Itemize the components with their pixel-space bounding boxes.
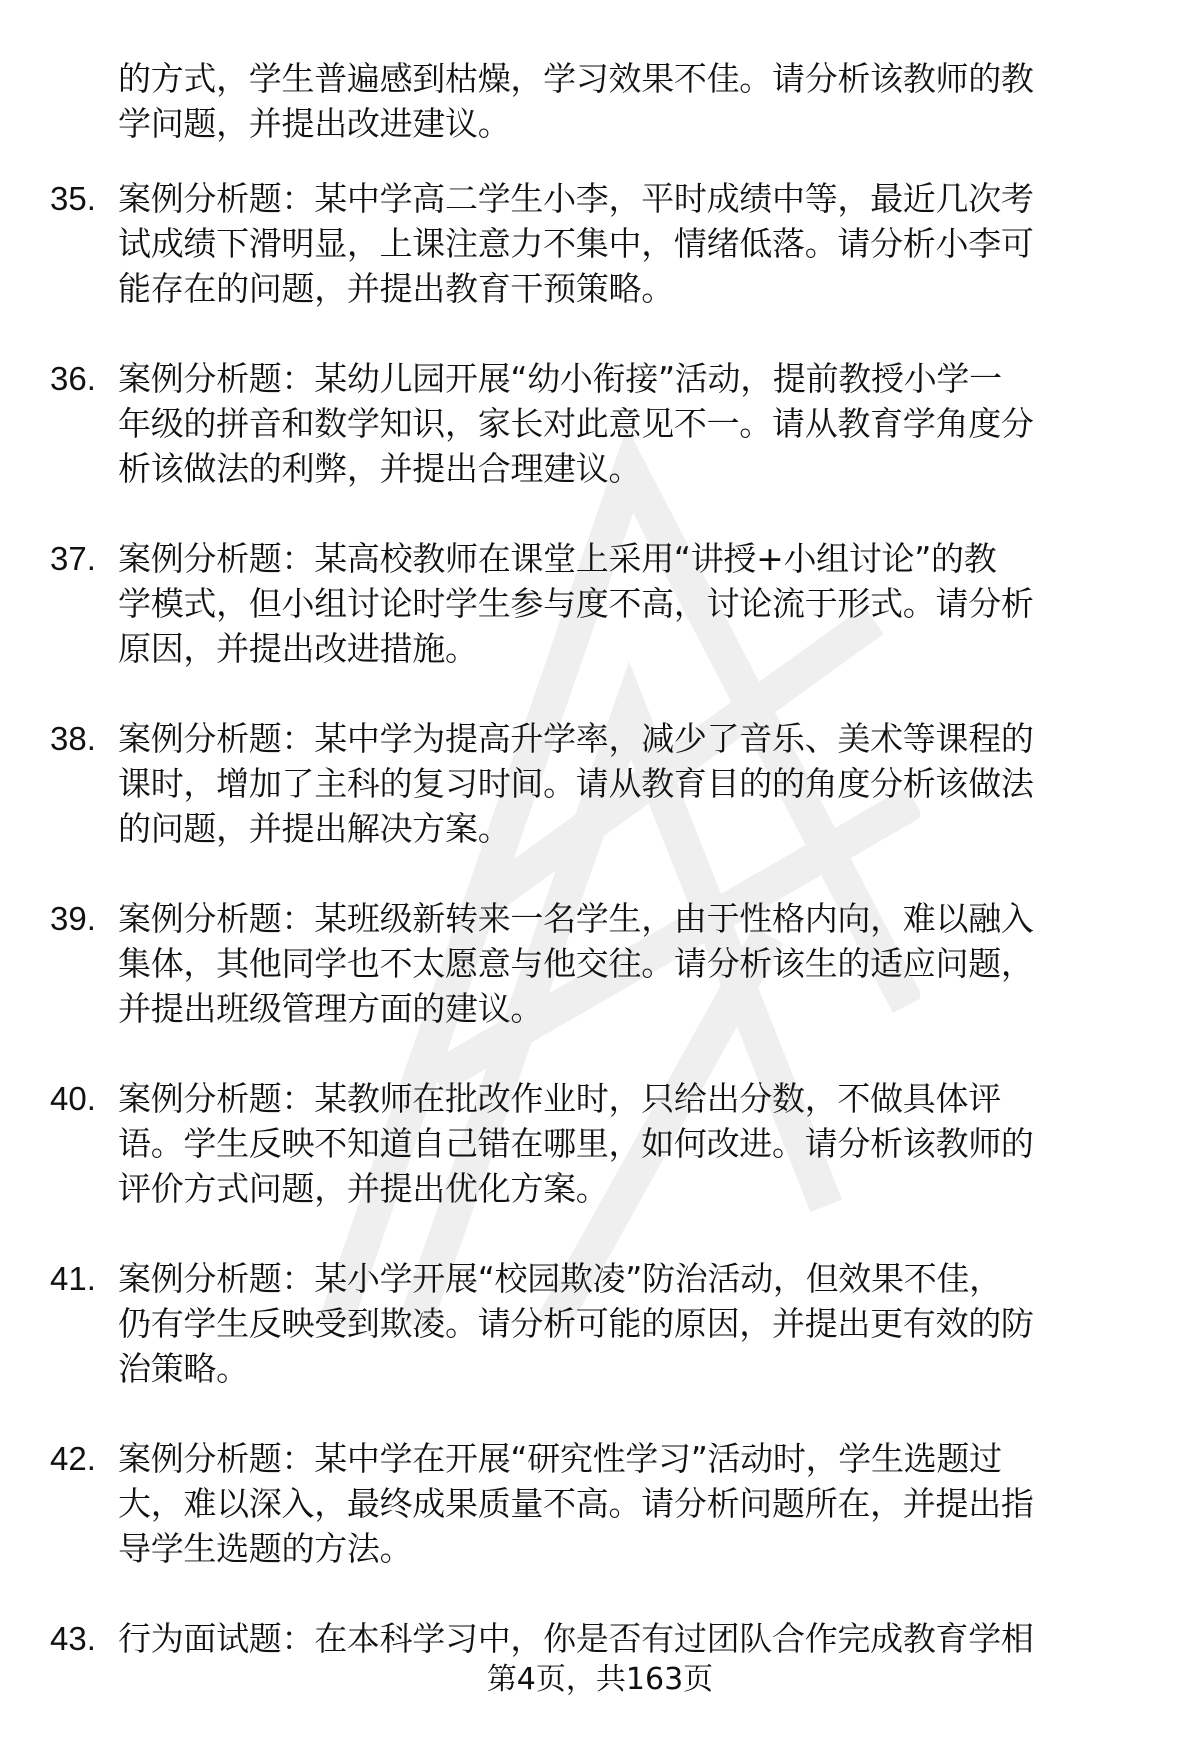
- text-line: 案例分析题：某中学在开展“研究性学习”活动时，学生选题过: [118, 1439, 1002, 1478]
- text-line: 仍有学生反映受到欺凌。请分析可能的原因，并提出更有效的防: [118, 1304, 1034, 1343]
- text-line: 集体，其他同学也不太愿意与他交往。请分析该生的适应问题，: [118, 944, 1034, 983]
- question-text: [118, 356, 1034, 491]
- question-number: 36.: [50, 360, 96, 397]
- question-text: [118, 896, 1034, 1031]
- text-line: 并提出班级管理方面的建议。: [118, 989, 544, 1028]
- page-footer: 第4页，共163页: [486, 1662, 714, 1697]
- text-line: 课时，增加了主科的复习时间。请从教育目的的角度分析该做法: [118, 764, 1034, 803]
- text-line: 试成绩下滑明显，上课注意力不集中，情绪低落。请分析小李可: [118, 224, 1034, 263]
- text-line: 能存在的问题，并提出教育干预策略。: [118, 269, 674, 308]
- question-text: [118, 1436, 1034, 1571]
- question-number: 35.: [50, 180, 96, 217]
- text-line: 案例分析题：某高校教师在课堂上采用“讲授+小组讨论”的教: [118, 539, 997, 578]
- text-line: 语。学生反映不知道自己错在哪里，如何改进。请分析该教师的: [118, 1124, 1034, 1163]
- text-line: 行为面试题：在本科学习中，你是否有过团队合作完成教育学相: [118, 1619, 1034, 1658]
- question-text: [118, 56, 1034, 146]
- question-text: [118, 1256, 1034, 1391]
- text-line: 原因，并提出改进措施。: [118, 629, 478, 668]
- question-number: 39.: [50, 900, 96, 937]
- text-line: 年级的拼音和数学知识，家长对此意见不一。请从教育学角度分: [118, 404, 1034, 443]
- text-line: 案例分析题：某幼儿园开展“幼小衔接”活动，提前教授小学一: [118, 359, 1002, 398]
- text-line: 评价方式问题，并提出优化方案。: [118, 1169, 609, 1208]
- question-number: 41.: [50, 1260, 96, 1297]
- question-number: 42.: [50, 1440, 96, 1477]
- text-line: 学问题，并提出改进建议。: [118, 104, 511, 143]
- text-line: 案例分析题：某小学开展“校园欺凌”防治活动，但效果不佳，: [118, 1259, 1002, 1298]
- text-line: 案例分析题：某教师在批改作业时，只给出分数，不做具体评: [118, 1079, 1001, 1118]
- text-line: 案例分析题：某中学为提高升学率，减少了音乐、美术等课程的: [118, 719, 1034, 758]
- text-line: 案例分析题：某中学高二学生小李，平时成绩中等，最近几次考: [118, 179, 1034, 218]
- question-number: 43.: [50, 1620, 96, 1657]
- text-line: 导学生选题的方法。: [118, 1529, 413, 1568]
- text-line: 大，难以深入，最终成果质量不高。请分析问题所在，并提出指: [118, 1484, 1034, 1523]
- question-text: [118, 1616, 1034, 1661]
- question-text: [118, 716, 1034, 851]
- text-line: 的问题，并提出解决方案。: [118, 809, 511, 848]
- question-number: 40.: [50, 1080, 96, 1117]
- question-text: [118, 176, 1034, 311]
- text-line: 治策略。: [118, 1349, 249, 1388]
- question-number: 38.: [50, 720, 96, 757]
- question-text: [118, 1076, 1034, 1211]
- question-number: 37.: [50, 540, 96, 577]
- text-line: 学模式，但小组讨论时学生参与度不高，讨论流于形式。请分析: [118, 584, 1034, 623]
- text-line: 析该做法的利弊，并提出合理建议。: [118, 449, 642, 488]
- text-line: 案例分析题：某班级新转来一名学生，由于性格内向，难以融入: [118, 899, 1034, 938]
- text-line: 的方式，学生普遍感到枯燥，学习效果不佳。请分析该教师的教: [118, 59, 1034, 98]
- question-text: [118, 536, 1034, 671]
